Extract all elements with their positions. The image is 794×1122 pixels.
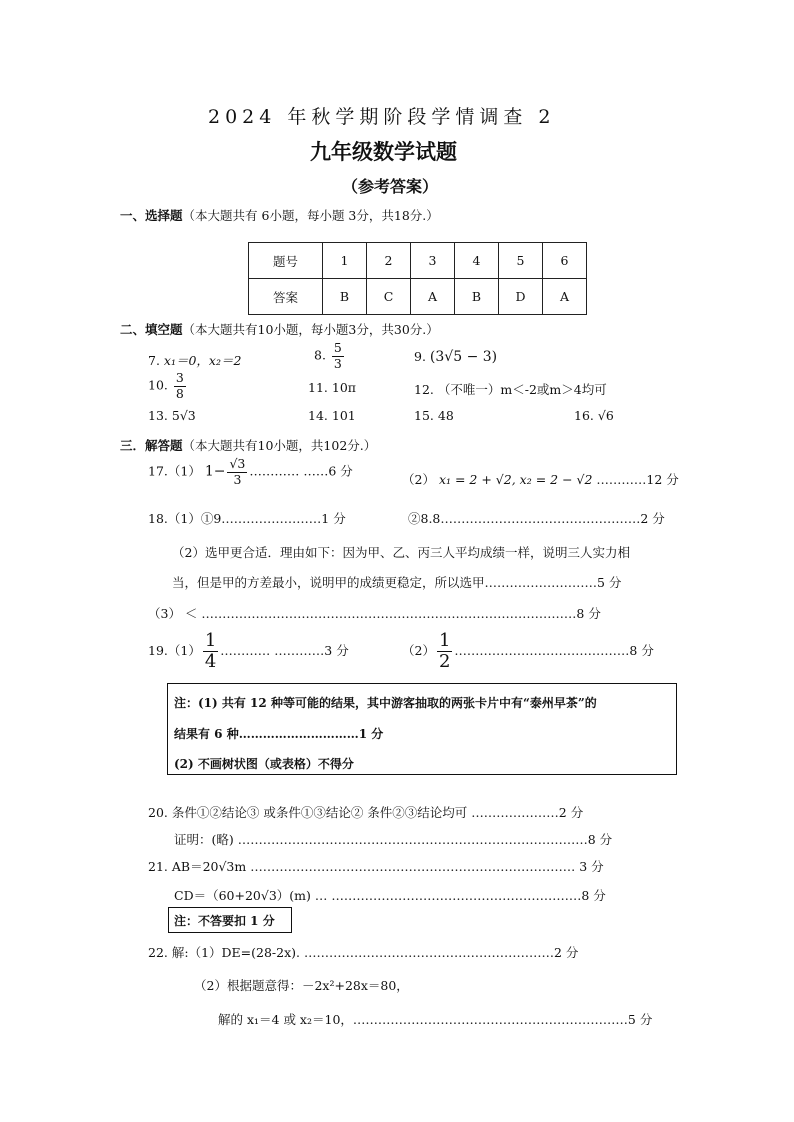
answer-q18-line1b: ②8.8…………………………………………2 分 [408,511,665,526]
answer-q19-part2 [402,632,654,671]
q10-fraction [174,372,186,400]
q17-part1-score: ………… ……6 分 [249,463,353,479]
q8-denominator: 3 [333,355,342,371]
q13-answer: 5√3 [171,408,196,423]
exam-subtitle: 九年级数学试题 [310,140,457,164]
answer-q13 [148,408,196,423]
q10-label: 10. [148,377,168,393]
q19-part2-numerator: 1 [438,630,451,651]
q17-part2-score: …………12 分 [592,472,679,487]
q14-label: 14. [308,408,328,423]
q17-fraction [227,458,247,486]
table-cell: B [455,279,499,315]
note-q19-line2: 结果有 6 种…………………………1 分 [174,727,384,741]
q19-part1-denominator: 4 [204,651,217,672]
q8-fraction [332,342,344,370]
section1-name: 一、选择题 [120,208,183,223]
section2-heading [120,320,439,338]
q19-part2-fraction [437,632,452,671]
answer-q18-line2: （2）选甲更合适．理由如下：因为甲、乙、丙三人平均成绩一样，说明三人实力相 [172,545,630,560]
section1-heading [120,206,439,224]
table-cell: 2 [367,243,411,279]
q19-part1-fraction [203,632,218,671]
table-cell: C [367,279,411,315]
q12-label: 12. [414,382,434,397]
q19-part1-score: ………… …………3 分 [220,643,349,658]
q15-answer: 48 [437,408,454,423]
q19-part2-denominator: 2 [438,651,451,672]
answer-q16 [574,408,614,423]
section2-desc: （本大题共有10小题，每小题3分，共30分.） [182,322,439,337]
answer-q8 [314,342,346,370]
q17-numerator: √3 [229,456,246,471]
answer-q22-line3: 解的 x₁＝4 或 x₂＝10，…………………………………………………………5 分 [218,1012,653,1027]
table-row [249,243,587,279]
q17-lead: 1− [204,463,226,480]
answer-q19 [148,632,349,671]
table-cell: D [499,279,543,315]
q16-label: 16. [574,408,594,423]
q8-numerator: 5 [333,340,342,355]
q7-answer: x₁＝0，x₂＝2 [163,353,242,368]
table-cell: 6 [543,243,587,279]
table-cell: 1 [323,243,367,279]
note-q19-line3: (2) 不画树状图（或表格）不得分 [174,757,354,771]
answer-q21-line1: 21. AB＝20√3m …………………………………………………………………… 3 分 [148,859,604,874]
q15-label: 15. [414,408,434,423]
note-q19-line1: 注：(1) 共有 12 种等可能的结果，其中游客抽取的两张卡片中有“泰州早茶”的 [174,696,597,710]
table-cell: A [411,279,455,315]
table-cell: 4 [455,243,499,279]
table-head-answer: 答案 [249,279,323,315]
answer-q20-line1: 20. 条件①②结论③ 或条件①③结论② 条件②③结论均可 …………………2 分 [148,805,584,820]
table-cell: 5 [499,243,543,279]
answer-q14 [308,408,356,423]
table-cell: A [543,279,587,315]
answer-q10 [148,372,188,400]
answer-q9 [414,349,497,365]
answer-q11 [308,380,356,395]
answer-q18-line3: 当，但是甲的方差最小，说明甲的成绩更稳定，所以选甲………………………5 分 [172,575,622,590]
q17-part2-answer: x₁ = 2 + √2, x₂ = 2 − √2 [438,472,593,487]
q8-label: 8. [314,347,326,363]
answer-q21-line2: CD＝（60+20√3）(m) … ……………………………………………………8 分 [174,888,606,903]
table-cell: B [323,279,367,315]
note-q21: 注：不答要扣 1 分 [174,914,275,928]
q16-answer: √6 [597,408,614,423]
answer-table [248,242,587,315]
q19-part2-score: ……………………………………8 分 [454,643,654,658]
q11-label: 11. [308,380,328,395]
answer-q7 [148,351,241,369]
q19-label: 19.（1） [148,643,201,658]
q10-numerator: 3 [175,370,184,385]
table-head-number: 题号 [249,243,323,279]
answer-q17-part1 [148,458,353,486]
q7-label: 7. [148,353,160,368]
section1-desc: （本大题共有 6小题，每小题 3分，共18分.） [182,208,439,223]
section3-heading [120,436,376,454]
q9-label: 9. [414,349,426,364]
table-row [249,279,587,315]
answer-q22-line2: （2）根据题意得：－2x²+28x＝80， [194,978,409,993]
table-cell: 3 [411,243,455,279]
q10-denominator: 8 [175,385,184,401]
q19-part2-label: （2） [402,643,435,658]
q13-label: 13. [148,408,168,423]
exam-title: 2024 年秋学期阶段学情调查 2 [208,106,556,128]
q12-answer: （不唯一）m＜-2或m＞4均可 [437,382,607,397]
section3-desc: （本大题共有10小题，共102分.） [182,438,377,453]
answer-q12 [414,380,607,398]
section2-name: 二、填空题 [120,322,183,337]
q19-part1-numerator: 1 [204,630,217,651]
q9-answer: (3√5 − 3) [429,349,498,365]
answer-q22-line1: 22. 解:（1）DE=(28-2x). ……………………………………………………2 分 [148,945,579,960]
q14-answer: 101 [331,408,356,423]
answer-q17-part2 [402,470,679,488]
q17-label: 17.（1） [148,463,201,479]
section3-name: 三．解答题 [120,438,183,453]
answer-q18-line1: 18.（1）①9……………………1 分 [148,511,346,526]
answer-q18-line4: （3） ＜ ………………………………………………………………………………8 分 [148,606,601,621]
answer-q20-line2: 证明：(略) …………………………………………………………………………8 分 [174,832,613,847]
answer-q15 [414,408,454,423]
answer-key-label: （参考答案） [342,177,439,196]
q17-part2-label: （2） [402,472,435,487]
q17-denominator: 3 [233,471,242,487]
q11-answer: 10π [331,380,356,395]
